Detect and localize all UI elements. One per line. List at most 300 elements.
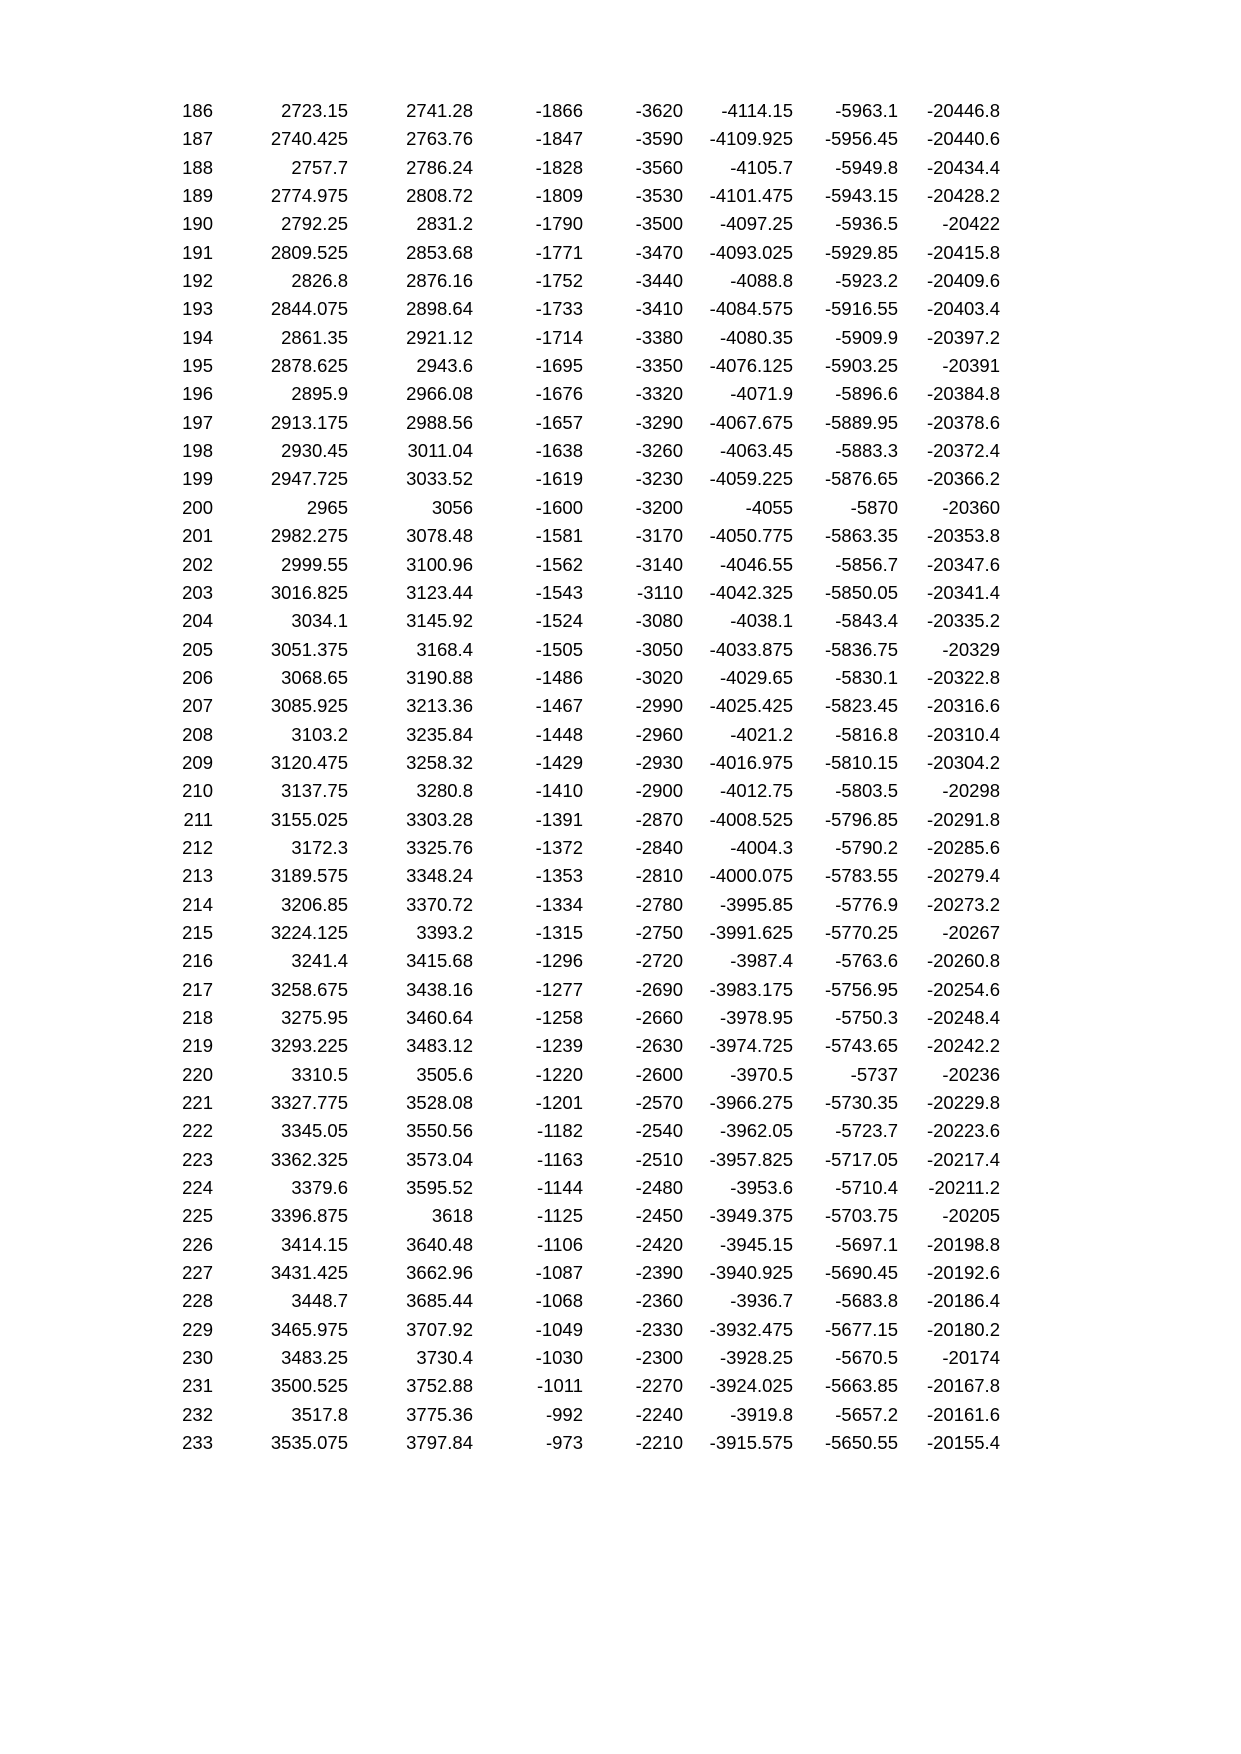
table-cell-col2: 2740.425 (270, 128, 348, 150)
row-index-cell: 211 (183, 808, 213, 830)
table-cell-col4: -1638 (535, 440, 583, 462)
table-cell-col2: 2982.275 (270, 525, 348, 547)
table-cell-col7: -5949.8 (835, 156, 898, 178)
table-row (167, 1146, 1000, 1174)
table-cell-col7: -5903.25 (824, 355, 898, 377)
table-cell-col2: 3137.75 (281, 780, 348, 802)
table-cell-col8: -20335.2 (926, 610, 1000, 632)
table-cell-col2: 3379.6 (291, 1177, 348, 1199)
table-cell-col2: 3345.05 (281, 1120, 348, 1142)
table-cell-col2: 3396.875 (270, 1205, 348, 1227)
table-cell-col4: -1030 (535, 1347, 583, 1369)
table-row (167, 1429, 1000, 1457)
table-cell-col4: -1752 (535, 270, 583, 292)
table-cell-col3: 3033.52 (406, 468, 473, 490)
table-cell-col3: 3190.88 (406, 666, 473, 688)
table-row (167, 777, 1000, 805)
table-cell-col8: -20180.2 (926, 1318, 1000, 1340)
table-row (167, 1259, 1000, 1287)
table-row (167, 239, 1000, 267)
table-cell-col3: 2786.24 (406, 156, 473, 178)
table-cell-col2: 2913.175 (270, 411, 348, 433)
table-cell-col4: -1448 (535, 723, 583, 745)
table-cell-col3: 3505.6 (416, 1063, 473, 1085)
table-cell-col3: 3460.64 (406, 1007, 473, 1028)
table-cell-col7: -5803.5 (835, 780, 898, 802)
table-row (167, 862, 1000, 890)
table-cell-col3: 3303.28 (406, 808, 473, 830)
table-row (167, 834, 1000, 862)
table-row (167, 1117, 1000, 1145)
table-cell-col6: -4004.3 (730, 836, 793, 858)
row-index-cell: 222 (182, 1120, 213, 1142)
table-cell-col5: -3140 (635, 553, 683, 575)
table-cell-col4: -1277 (535, 978, 583, 1000)
table-cell-col3: 2853.68 (406, 241, 473, 263)
table-cell-col8: -20415.8 (926, 241, 1000, 263)
table-cell-col3: 3280.8 (416, 780, 473, 802)
table-cell-col4: -1410 (535, 780, 583, 802)
row-index-cell: 193 (182, 298, 213, 320)
table-cell-col5: -2960 (635, 723, 683, 745)
table-cell-col4: -1334 (535, 893, 583, 915)
table-cell-col4: -1239 (535, 1035, 583, 1057)
table-cell-col3: 3123.44 (406, 581, 473, 603)
table-cell-col4: -1201 (535, 1092, 583, 1114)
table-cell-col2: 3120.475 (270, 751, 348, 773)
table-cell-col3: 3235.84 (406, 723, 473, 745)
table-cell-col7: -5870 (850, 496, 898, 518)
table-cell-col7: -5770.25 (824, 921, 898, 943)
table-cell-col6: -4021.2 (730, 723, 793, 745)
table-cell-col8: -20360 (942, 496, 1000, 518)
table-cell-col6: -3962.05 (719, 1120, 793, 1142)
row-index-cell: 215 (182, 921, 213, 943)
table-cell-col2: 3535.075 (270, 1432, 348, 1454)
table-cell-col5: -3200 (635, 496, 683, 518)
table-cell-col3: 3393.2 (416, 921, 473, 943)
table-cell-col3: 2808.72 (406, 185, 473, 207)
table-cell-col6: -3928.25 (719, 1347, 793, 1369)
table-cell-col8: -20291.8 (926, 808, 1000, 830)
table-cell-col7: -5929.85 (824, 241, 898, 263)
table-cell-col2: 3448.7 (291, 1290, 348, 1312)
table-cell-col2: 3085.925 (270, 695, 348, 717)
table-cell-col8: -20403.4 (926, 298, 1000, 320)
table-cell-col6: -3949.375 (709, 1205, 793, 1227)
table-cell-col4: -1068 (535, 1290, 583, 1312)
table-cell-col7: -5703.75 (824, 1205, 898, 1227)
table-cell-col8: -20254.6 (926, 978, 1000, 1000)
table-row (167, 1401, 1000, 1429)
row-index-cell: 230 (182, 1347, 213, 1369)
table-cell-col2: 2965 (306, 496, 348, 518)
table-cell-col4: -1087 (535, 1262, 583, 1284)
row-index-cell: 190 (182, 213, 213, 235)
row-index-cell: 233 (182, 1432, 213, 1454)
row-index-cell: 204 (182, 610, 213, 632)
table-cell-col5: -2360 (635, 1290, 683, 1312)
table-row (167, 267, 1000, 295)
row-index-cell: 217 (182, 978, 213, 1000)
table-cell-col5: -2540 (635, 1120, 683, 1142)
table-cell-col4: -1771 (535, 241, 583, 263)
table-cell-col4: -1144 (537, 1177, 583, 1199)
table-cell-col7: -5850.05 (824, 581, 898, 603)
table-cell-col2: 3500.525 (270, 1375, 348, 1397)
table-cell-col8: -20347.6 (926, 553, 1000, 575)
table-cell-col3: 2831.2 (416, 213, 473, 235)
table-cell-col7: -5683.8 (835, 1290, 898, 1312)
table-cell-col5: -3530 (635, 185, 683, 207)
table-row (167, 1202, 1000, 1230)
table-cell-col8: -20211.2 (928, 1177, 1000, 1199)
table-cell-col2: 3155.025 (270, 808, 348, 830)
table-cell-col8: -20223.6 (926, 1120, 1000, 1142)
table-cell-col4: -1714 (535, 326, 583, 348)
table-cell-col5: -2840 (635, 836, 683, 858)
table-cell-col8: -20248.4 (926, 1007, 1000, 1028)
table-cell-col7: -5876.65 (824, 468, 898, 490)
table-cell-col6: -3987.4 (730, 950, 793, 972)
table-cell-col4: -1296 (535, 950, 583, 972)
table-cell-col7: -5823.45 (824, 695, 898, 717)
table-cell-col2: 3362.325 (270, 1148, 348, 1170)
table-cell-col6: -4088.8 (730, 270, 793, 292)
table-cell-col5: -2750 (635, 921, 683, 943)
table-cell-col4: -1106 (537, 1233, 583, 1255)
row-index-cell: 221 (182, 1092, 213, 1114)
row-index-cell: 202 (182, 553, 213, 575)
table-cell-col6: -4008.525 (709, 808, 793, 830)
table-cell-col6: -4025.425 (709, 695, 793, 717)
table-cell-col7: -5690.45 (824, 1262, 898, 1284)
table-cell-col8: -20167.8 (926, 1375, 1000, 1397)
table-cell-col7: -5663.85 (824, 1375, 898, 1397)
table-cell-col2: 2861.35 (281, 326, 348, 348)
table-row (167, 125, 1000, 153)
table-row (167, 465, 1000, 493)
table-row (167, 1344, 1000, 1372)
table-cell-col8: -20267 (942, 921, 1000, 943)
table-cell-col5: -3260 (635, 440, 683, 462)
table-cell-col6: -4114.15 (721, 100, 793, 121)
table-cell-col3: 2966.08 (406, 383, 473, 405)
table-cell-col3: 3056 (431, 496, 473, 518)
table-cell-col7: -5963.1 (835, 100, 898, 121)
table-row (167, 721, 1000, 749)
table-row (167, 324, 1000, 352)
table-cell-col3: 3573.04 (406, 1148, 473, 1170)
table-cell-col3: 3145.92 (406, 610, 473, 632)
table-cell-col6: -3953.6 (730, 1177, 793, 1199)
table-cell-col5: -2990 (635, 695, 683, 717)
table-row (167, 352, 1000, 380)
table-cell-col2: 3241.4 (291, 950, 348, 972)
table-cell-col3: 3415.68 (406, 950, 473, 972)
table-cell-col7: -5743.65 (824, 1035, 898, 1057)
row-index-cell: 224 (182, 1177, 213, 1199)
row-index-cell: 218 (182, 1007, 213, 1028)
table-cell-col4: -1809 (535, 185, 583, 207)
table-cell-col4: -1847 (535, 128, 583, 150)
table-cell-col6: -4080.35 (719, 326, 793, 348)
table-cell-col6: -4093.025 (709, 241, 793, 263)
table-cell-col4: -1619 (535, 468, 583, 490)
table-cell-col2: 2809.525 (270, 241, 348, 263)
table-cell-col7: -5936.5 (835, 213, 898, 235)
table-cell-col2: 3327.775 (270, 1092, 348, 1114)
table-cell-col2: 3224.125 (270, 921, 348, 943)
table-cell-col2: 3414.15 (281, 1233, 348, 1255)
table-cell-col7: -5750.3 (835, 1007, 898, 1028)
table-cell-col7: -5909.9 (835, 326, 898, 348)
table-row (167, 97, 1000, 125)
table-cell-col3: 3640.48 (406, 1233, 473, 1255)
table-cell-col5: -2450 (635, 1205, 683, 1227)
table-cell-col6: -3957.825 (709, 1148, 793, 1170)
table-row (167, 692, 1000, 720)
table-cell-col2: 2999.55 (281, 553, 348, 575)
table-row (167, 607, 1000, 635)
table-cell-col6: -4084.575 (709, 298, 793, 320)
row-index-cell: 232 (182, 1403, 213, 1425)
table-cell-col5: -3500 (635, 213, 683, 235)
table-row (167, 664, 1000, 692)
table-cell-col8: -20434.4 (926, 156, 1000, 178)
table-cell-col3: 3483.12 (406, 1035, 473, 1057)
table-cell-col2: 3051.375 (270, 638, 348, 660)
table-cell-col3: 2898.64 (406, 298, 473, 320)
numeric-data-table (167, 97, 1000, 1458)
table-cell-col8: -20229.8 (926, 1092, 1000, 1114)
table-cell-col5: -3080 (635, 610, 683, 632)
table-cell-col3: 3550.56 (406, 1120, 473, 1142)
table-cell-col7: -5710.4 (835, 1177, 898, 1199)
table-cell-col7: -5863.35 (824, 525, 898, 547)
table-cell-col6: -4046.55 (719, 553, 793, 575)
table-cell-col8: -20440.6 (926, 128, 1000, 150)
table-cell-col7: -5790.2 (835, 836, 898, 858)
table-cell-col8: -20298 (942, 780, 1000, 802)
table-cell-col5: -2660 (635, 1007, 683, 1028)
table-cell-col4: -1733 (535, 298, 583, 320)
row-index-cell: 206 (182, 666, 213, 688)
table-cell-col4: -1125 (537, 1205, 583, 1227)
table-cell-col3: 3618 (431, 1205, 473, 1227)
table-cell-col4: -1600 (535, 496, 583, 518)
table-cell-col6: -3974.725 (709, 1035, 793, 1057)
table-cell-col3: 3528.08 (406, 1092, 473, 1114)
table-cell-col6: -3978.95 (719, 1007, 793, 1028)
table-cell-col4: -1581 (535, 525, 583, 547)
table-cell-col4: -1049 (535, 1318, 583, 1340)
table-row (167, 380, 1000, 408)
row-index-cell: 199 (182, 468, 213, 490)
table-cell-col8: -20366.2 (926, 468, 1000, 490)
table-cell-col4: -1790 (535, 213, 583, 235)
table-cell-col6: -4012.75 (719, 780, 793, 802)
table-cell-col2: 3172.3 (291, 836, 348, 858)
table-cell-col6: -3966.275 (709, 1092, 793, 1114)
table-cell-col8: -20273.2 (926, 893, 1000, 915)
table-cell-col2: 2757.7 (291, 156, 348, 178)
table-cell-col2: 3465.975 (270, 1318, 348, 1340)
table-cell-col6: -3991.625 (709, 921, 793, 943)
row-index-cell: 225 (182, 1205, 213, 1227)
table-row (167, 891, 1000, 919)
table-cell-col7: -5830.1 (835, 666, 898, 688)
row-index-cell: 213 (182, 865, 213, 887)
table-row (167, 409, 1000, 437)
table-row (167, 1004, 1000, 1032)
row-index-cell: 231 (182, 1375, 213, 1397)
table-cell-col3: 3325.76 (406, 836, 473, 858)
table-cell-col4: -1467 (535, 695, 583, 717)
table-cell-col6: -4029.65 (719, 666, 793, 688)
table-cell-col2: 3275.95 (281, 1007, 348, 1028)
table-cell-col6: -3915.575 (709, 1432, 793, 1454)
table-cell-col3: 3595.52 (406, 1177, 473, 1199)
table-cell-col4: -1828 (535, 156, 583, 178)
table-cell-col4: -1505 (535, 638, 583, 660)
table-cell-col5: -3620 (635, 100, 683, 121)
table-cell-col6: -4063.45 (719, 440, 793, 462)
table-cell-col2: 3068.65 (281, 666, 348, 688)
table-cell-col5: -2630 (635, 1035, 683, 1057)
table-row (167, 1174, 1000, 1202)
table-cell-col6: -4033.875 (709, 638, 793, 660)
row-index-cell: 214 (182, 893, 213, 915)
table-cell-col5: -2810 (635, 865, 683, 887)
row-index-cell: 189 (182, 185, 213, 207)
row-index-cell: 216 (182, 950, 213, 972)
table-cell-col8: -20186.4 (926, 1290, 1000, 1312)
table-cell-col3: 3662.96 (406, 1262, 473, 1284)
table-cell-col8: -20304.2 (926, 751, 1000, 773)
table-cell-col8: -20217.4 (926, 1148, 1000, 1170)
table-row (167, 522, 1000, 550)
row-index-cell: 208 (182, 723, 213, 745)
table-cell-col5: -3590 (635, 128, 683, 150)
row-index-cell: 205 (182, 638, 213, 660)
table-cell-col4: -1676 (535, 383, 583, 405)
table-row (167, 494, 1000, 522)
table-cell-col4: -1182 (537, 1120, 583, 1142)
row-index-cell: 209 (182, 751, 213, 773)
table-row (167, 1287, 1000, 1315)
table-cell-col6: -4071.9 (730, 383, 793, 405)
table-cell-col7: -5836.75 (824, 638, 898, 660)
table-cell-col6: -4101.475 (709, 185, 793, 207)
table-cell-col2: 2947.725 (270, 468, 348, 490)
table-cell-col8: -20285.6 (926, 836, 1000, 858)
row-index-cell: 219 (182, 1035, 213, 1057)
table-cell-col7: -5670.5 (835, 1347, 898, 1369)
table-cell-col8: -20174 (942, 1347, 1000, 1369)
table-cell-col8: -20161.6 (926, 1403, 1000, 1425)
table-cell-col7: -5943.15 (824, 185, 898, 207)
table-cell-col3: 3730.4 (416, 1347, 473, 1369)
table-cell-col6: -3970.5 (730, 1063, 793, 1085)
table-row (167, 437, 1000, 465)
table-cell-col2: 2844.075 (270, 298, 348, 320)
table-cell-col5: -2720 (635, 950, 683, 972)
table-cell-col7: -5763.6 (835, 950, 898, 972)
table-cell-col8: -20378.6 (926, 411, 1000, 433)
table-cell-col5: -3410 (635, 298, 683, 320)
table-cell-col8: -20409.6 (926, 270, 1000, 292)
table-cell-col3: 3775.36 (406, 1403, 473, 1425)
table-cell-col7: -5776.9 (835, 893, 898, 915)
table-row (167, 806, 1000, 834)
table-cell-col7: -5916.55 (824, 298, 898, 320)
table-row (167, 579, 1000, 607)
table-cell-col6: -3924.025 (709, 1375, 793, 1397)
table-cell-col2: 3483.25 (281, 1347, 348, 1369)
table-row (167, 182, 1000, 210)
table-cell-col7: -5796.85 (824, 808, 898, 830)
row-index-cell: 197 (182, 411, 213, 433)
row-index-cell: 191 (182, 241, 213, 263)
table-cell-col3: 3100.96 (406, 553, 473, 575)
table-cell-col6: -4109.925 (709, 128, 793, 150)
table-cell-col3: 3258.32 (406, 751, 473, 773)
table-cell-col6: -3940.925 (709, 1262, 793, 1284)
table-cell-col2: 3016.825 (270, 581, 348, 603)
table-cell-col8: -20322.8 (926, 666, 1000, 688)
table-cell-col8: -20192.6 (926, 1262, 1000, 1284)
table-cell-col5: -3290 (635, 411, 683, 433)
row-index-cell: 210 (182, 780, 213, 802)
table-cell-col5: -2930 (635, 751, 683, 773)
table-row (167, 1089, 1000, 1117)
table-cell-col3: 2741.28 (406, 100, 473, 121)
table-row (167, 295, 1000, 323)
table-cell-col7: -5810.15 (824, 751, 898, 773)
row-index-cell: 188 (182, 156, 213, 178)
table-cell-col8: -20260.8 (926, 950, 1000, 972)
table-cell-col8: -20198.8 (926, 1233, 1000, 1255)
table-cell-col7: -5737 (850, 1063, 898, 1085)
table-cell-col2: 3431.425 (270, 1262, 348, 1284)
table-cell-col5: -2690 (635, 978, 683, 1000)
row-index-cell: 196 (182, 383, 213, 405)
table-row (167, 1061, 1000, 1089)
table-cell-col6: -4038.1 (730, 610, 793, 632)
table-cell-col5: -3020 (635, 666, 683, 688)
table-cell-col2: 3034.1 (291, 610, 348, 632)
row-index-cell: 203 (182, 581, 213, 603)
table-row (167, 551, 1000, 579)
table-row (167, 210, 1000, 238)
table-cell-col5: -3560 (635, 156, 683, 178)
table-cell-col4: -973 (545, 1432, 583, 1454)
table-cell-col7: -5816.8 (835, 723, 898, 745)
table-cell-col3: 3797.84 (406, 1432, 473, 1454)
table-cell-col6: -3932.475 (709, 1318, 793, 1340)
table-cell-col7: -5730.35 (824, 1092, 898, 1114)
table-cell-col3: 3168.4 (416, 638, 473, 660)
table-cell-col6: -4016.975 (709, 751, 793, 773)
table-cell-col7: -5650.55 (824, 1432, 898, 1454)
table-row (167, 976, 1000, 1004)
table-cell-col5: -3230 (635, 468, 683, 490)
table-cell-col8: -20242.2 (926, 1035, 1000, 1057)
table-cell-col6: -4067.675 (709, 411, 793, 433)
table-cell-col5: -2570 (635, 1092, 683, 1114)
table-cell-col8: -20155.4 (926, 1432, 1000, 1454)
